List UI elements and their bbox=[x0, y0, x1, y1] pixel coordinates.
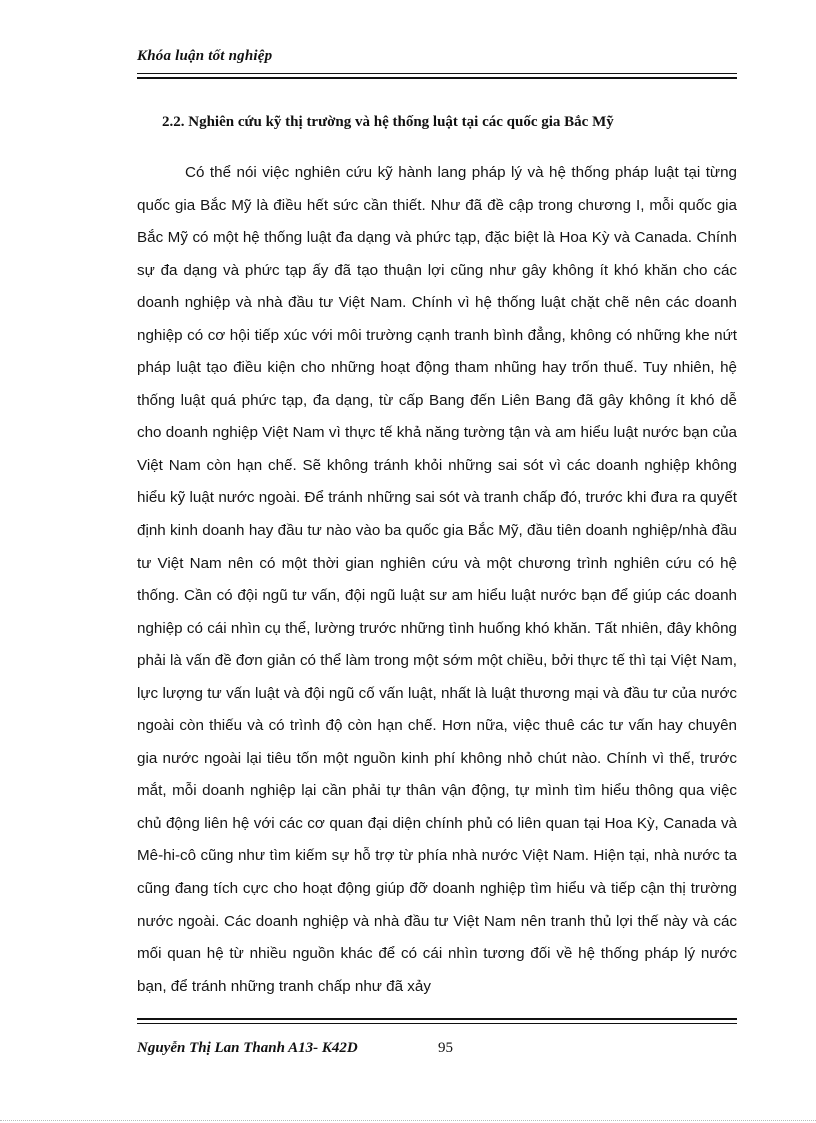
header-rule-top bbox=[137, 73, 737, 74]
running-header-title: Khóa luận tốt nghiệp bbox=[137, 48, 273, 64]
section-heading: 2.2. Nghiên cứu kỹ thị trường và hệ thống luật tại các quốc gia Bắc Mỹ bbox=[162, 114, 614, 130]
footer-rule-bottom bbox=[137, 1023, 737, 1024]
header-rule-bottom bbox=[137, 77, 737, 79]
body-paragraph: Có thể nói việc nghiên cứu kỹ hành lang pháp lý và hệ thống pháp luật tại từng quốc gia Bắc Mỹ là điều hết sức cần thiết. Như đã đề cập trong chương I, mỗi quốc gia Bắc Mỹ có một hệ thống luật đa dạng và phức tạp, đặc biệt là Hoa Kỳ và Canada. Chính sự đa dạng và phức tạp ấy đã tạo thuận lợi cũng như gây không ít khó khăn cho các doanh nghiệp và nhà đầu tư Việt Nam. Chính vì hệ thống luật chặt chẽ nên các doanh nghiệp có cơ hội tiếp xúc với môi trường cạnh tranh bình đẳng, không có những khe nứt pháp luật tạo điều kiện cho những hoạt động tham nhũng hay trốn thuế. Tuy nhiên, hệ thống luật quá phức tạp, đa dạng, từ cấp Bang đến Liên Bang đã gây không ít khó dễ cho doanh nghiệp Việt Nam vì thực tế khả năng tường tận và am hiểu luật nước bạn của Việt Nam còn hạn chế. Sẽ không tránh khỏi những sai sót vì các doanh nghiệp không hiểu kỹ luật nước ngoài. Để tránh những sai sót và tranh chấp đó, trước khi đưa ra quyết định kinh doanh hay đầu tư nào vào ba quốc gia Bắc Mỹ, đầu tiên doanh nghiệp/nhà đầu tư Việt Nam nên có một thời gian nghiên cứu và một chương trình nghiên cứu có hệ thống. Cần có đội ngũ tư vấn, đội ngũ luật sư am hiểu luật nước bạn để giúp các doanh nghiệp có cái nhìn cụ thể, lường trước những tình huống khó khăn. Tất nhiên, đây không phải là vấn đề đơn giản có thể làm trong một sớm một chiều, bởi thực tế thì tại Việt Nam, lực lượng tư vấn luật và đội ngũ cố vấn luật, nhất là luật thương mại và đầu tư của nước ngoài còn thiếu và có trình độ còn hạn chế. Hơn nữa, việc thuê các tư vấn hay chuyên gia nước ngoài lại tiêu tốn một nguồn kinh phí không nhỏ chút nào. Chính vì thế, trước mắt, mỗi doanh nghiệp lại cần phải tự thân vận động, tự mình tìm hiểu thông qua việc chủ động liên hệ với các cơ quan đại diện chính phủ có liên quan tại Hoa Kỳ, Canada và Mê-hi-cô cũng như tìm kiếm sự hỗ trợ từ phía nhà nước Việt Nam. Hiện tại, nhà nước ta cũng đang tích cực cho hoạt động giúp đỡ doanh nghiệp tìm hiểu và tiếp cận thị trường nước ngoài. Các doanh nghiệp và nhà đầu tư Việt Nam nên tranh thủ lợi thế này và các mối quan hệ từ nhiều nguồn khác để có cái nhìn tương đối về hệ thống pháp lý nước bạn, để tránh những tranh chấp như đã xảy bbox=[137, 164, 737, 995]
footer-author: Nguyễn Thị Lan Thanh A13- K42D bbox=[137, 1040, 358, 1056]
page-bottom-edge bbox=[0, 1120, 816, 1121]
footer-rule-top bbox=[137, 1018, 737, 1020]
page-number: 95 bbox=[438, 1040, 453, 1056]
